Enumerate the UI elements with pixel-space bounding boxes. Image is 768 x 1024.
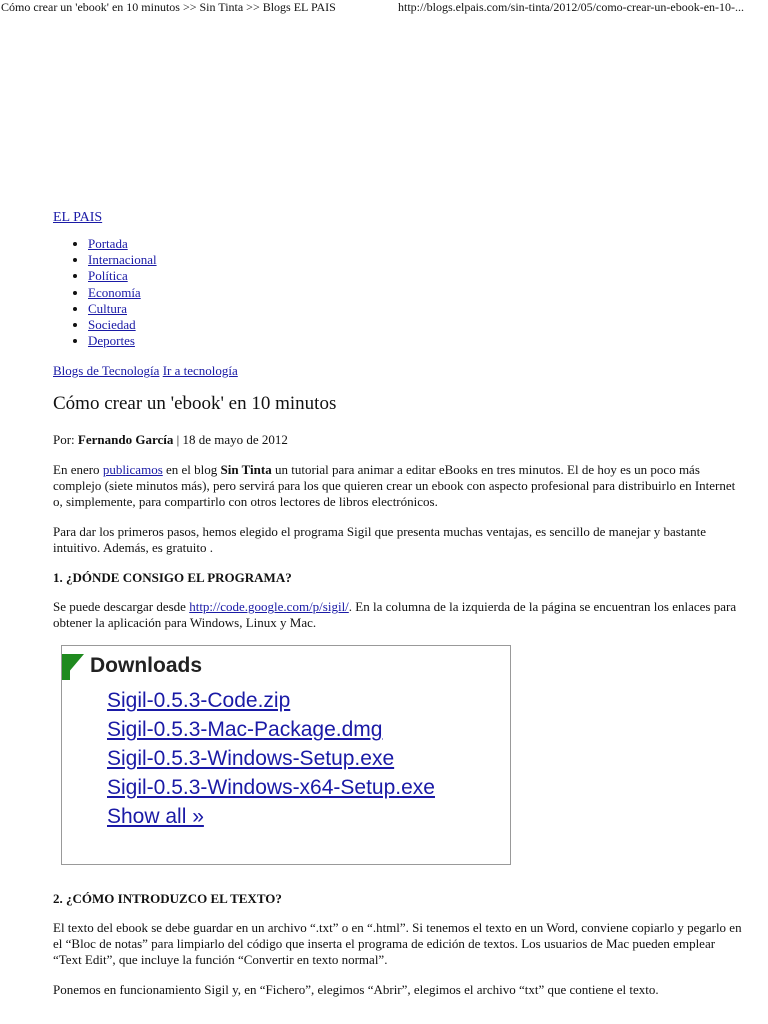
ir-tecnologia-link[interactable]: Ir a tecnología xyxy=(162,363,238,379)
p1-part-c: un tutorial para animar a editar eBooks en tres minutos. El de hoy es un poco más complejo (siete minutos más), pero servirá para los que quieren crear un ebook con aspecto profesional para distribuirlo en Internet o, simplemente, para compartirlo con otros lectores de libros electrónicos. xyxy=(53,462,736,510)
brand-link[interactable]: EL PAIS xyxy=(53,210,103,225)
paragraph-2: Para dar los primeros pasos, hemos elegido el programa Sigil que presenta muchas ventajas, es sencillo de manejar y bastante intuitivo. Además, es gratuito . xyxy=(53,524,707,556)
nav-item-economia xyxy=(88,285,743,301)
sigil-download-link[interactable]: http://code.google.com/p/sigil/ xyxy=(189,599,349,615)
article-content xyxy=(53,210,743,1012)
nav-item-portada xyxy=(88,236,743,252)
publicamos-link[interactable]: publicamos xyxy=(102,462,163,478)
byline-prefix: Por: xyxy=(53,432,75,448)
download-item: Sigil-0.5.3-Mac-Package.dmg xyxy=(107,718,383,742)
article-title: Cómo crear un 'ebook' en 10 minutos xyxy=(53,393,337,415)
page-url: http://blogs.elpais.com/sin-tinta/2012/05/como-crear-un-ebook-en-10-... xyxy=(398,0,745,14)
nav-item-cultura xyxy=(88,301,743,317)
page-title-header: Cómo crear un 'ebook' en 10 minutos >> Sin Tinta >> Blogs EL PAIS xyxy=(1,0,336,14)
blog-name: Sin Tinta xyxy=(220,462,272,478)
nav-item-politica xyxy=(88,268,743,284)
paragraph-4: El texto del ebook se debe guardar en un archivo “.txt” o en “.html”. Si tenemos el texto en un Word, conviene copiarlo y pegarlo en el “Bloc de notas” para limpiarlo del código que inserta el programa de edición de textos. Los usuarios de Mac pueden emplear “Text Edit”, que incluye la función “Convertir en texto normal”. xyxy=(53,920,742,968)
p3-part-b: . En la columna de la izquierda de la página se encuentran los enlaces para obtener la aplicación para Windows, Linux y Mac. xyxy=(53,599,737,631)
google-code-icon-bar xyxy=(62,666,70,680)
nav-item-internacional xyxy=(88,252,743,268)
paragraph-5: Ponemos en funcionamiento Sigil y, en “Fichero”, elegimos “Abrir”, elegimos el archivo “txt” que contiene el texto. xyxy=(53,982,659,998)
author-name: Fernando García xyxy=(77,432,174,448)
nav-link-deportes[interactable]: Deportes xyxy=(88,333,135,349)
download-item: Sigil-0.5.3-Code.zip xyxy=(107,689,291,713)
blogs-tecnologia-link[interactable]: Blogs de Tecnología xyxy=(53,363,160,379)
download-item: Sigil-0.5.3-Windows-Setup.exe xyxy=(107,747,395,771)
download-item: Sigil-0.5.3-Windows-x64-Setup.exe xyxy=(107,776,435,800)
blogs-links xyxy=(53,363,743,379)
p1-part-a: En enero xyxy=(53,462,103,478)
paragraph-1 xyxy=(53,462,743,510)
nav-item-deportes xyxy=(88,333,743,349)
nav-link-sociedad[interactable]: Sociedad xyxy=(88,317,136,333)
downloads-list xyxy=(107,686,435,831)
nav-link-politica[interactable]: Política xyxy=(88,268,128,284)
downloads-screenshot xyxy=(61,645,511,865)
nav-link-economia[interactable]: Economía xyxy=(88,284,141,300)
nav-item-sociedad xyxy=(88,317,743,333)
show-all-item: Show all » xyxy=(107,805,204,829)
downloads-heading: Downloads xyxy=(90,654,203,678)
nav-link-portada[interactable]: Portada xyxy=(88,236,128,251)
print-header xyxy=(0,0,768,14)
nav-link-cultura[interactable]: Cultura xyxy=(88,300,127,316)
paragraph-3 xyxy=(53,599,743,631)
section-heading-1: 1. ¿DÓNDE CONSIGO EL PROGRAMA? xyxy=(53,570,292,586)
nav-link-internacional[interactable]: Internacional xyxy=(88,252,157,268)
byline xyxy=(53,432,743,448)
p1-part-b: en el blog xyxy=(162,462,221,478)
section-heading-2: 2. ¿CÓMO INTRODUZCO EL TEXTO? xyxy=(53,891,282,907)
byline-date: | 18 de mayo de 2012 xyxy=(176,432,288,448)
section-nav xyxy=(53,236,743,349)
p3-part-a: Se puede descargar desde xyxy=(53,599,190,615)
